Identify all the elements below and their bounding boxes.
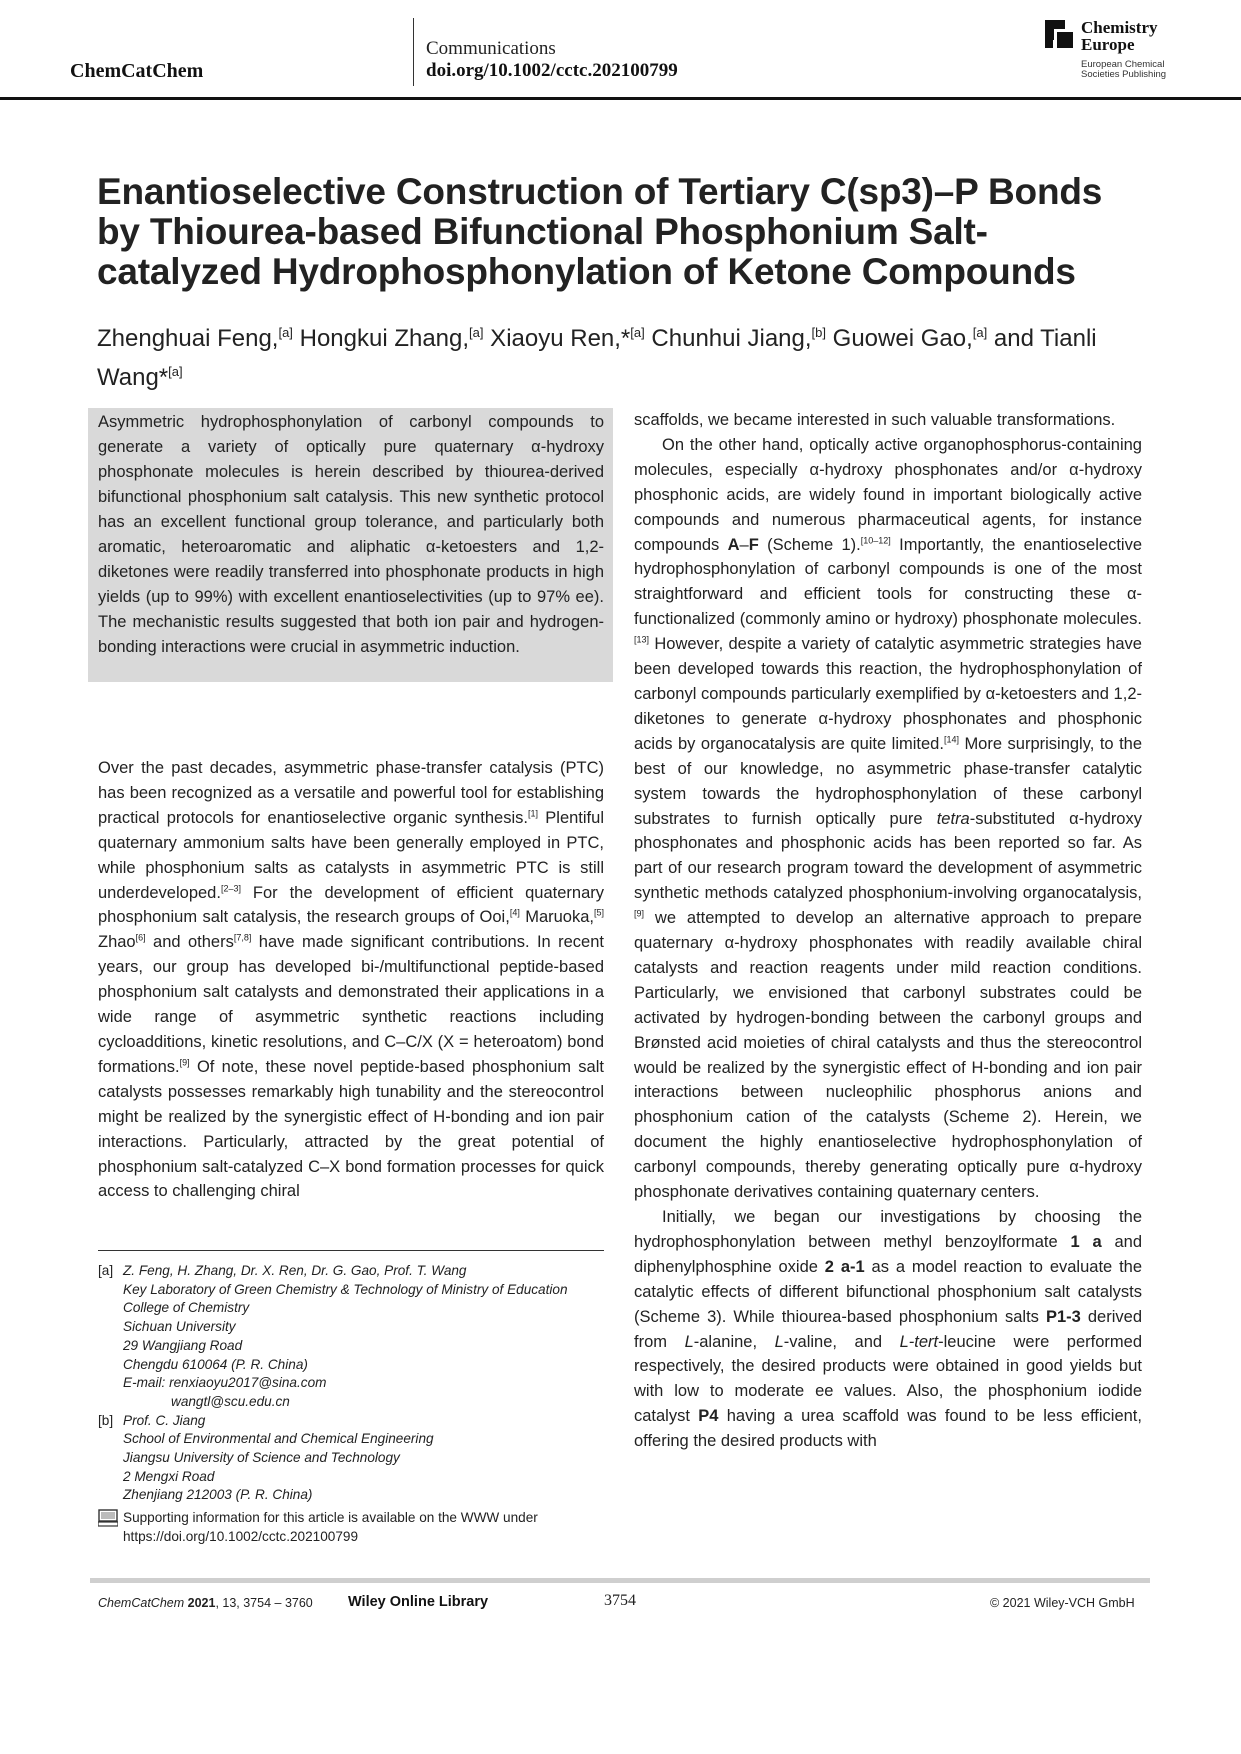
italic-text: L-tert bbox=[899, 1332, 939, 1351]
compound-label: P1-3 bbox=[1045, 1307, 1081, 1326]
body-text: as a model reaction to evaluate the catalytic effects of different bifunctional phosphonium salt catalysts (Scheme 3). While thiourea-based phosphonium salts bbox=[634, 1257, 1142, 1326]
footnote-a bbox=[98, 1262, 604, 1412]
body-text: Importantly, the enantioselective hydrophosphonylation of carbonyl compounds is one of the most straightforward and efficient tools for constructing these α-functionalized (commonly amino or hydroxy) phosphonate molecules. bbox=[634, 535, 1142, 629]
body-text: and others bbox=[145, 933, 234, 952]
body-text: – bbox=[739, 535, 749, 554]
copyright: © 2021 Wiley-VCH GmbH bbox=[990, 1596, 1135, 1610]
body-text: have made significant contributions. In recent years, our group has developed bi-/multifunctional peptide-based phosphonium salt catalysts and demonstrated their applications in a wide range of asymmetric synthetic reactions including cycloadditions, kinetic resolutions, and C–C/X (X = heteroatom) bond formations. bbox=[98, 933, 604, 1076]
citation-year: 2021 bbox=[187, 1596, 216, 1610]
footnote-line: Zhenjiang 212003 (P. R. China) bbox=[123, 1487, 313, 1503]
compound-label: 2 a-1 bbox=[824, 1257, 865, 1276]
wiley-online-library[interactable]: Wiley Online Library bbox=[348, 1594, 489, 1610]
author-list bbox=[97, 316, 1157, 394]
title-line: catalyzed Hydrophosphonylation of Ketone Compounds bbox=[97, 251, 1076, 292]
italic-text: L bbox=[684, 1332, 694, 1351]
body-text: Plentiful quaternary ammonium salts have been generally employed in PTC, while phosphonium salts as catalysts in asymmetric PTC is still underdeveloped. bbox=[98, 808, 604, 902]
abstract-text: Asymmetric hydrophosphonylation of carbonyl compounds to generate a variety of optically pure quaternary α-hydroxy phosphonate molecules is herein described by thiourea-derived bifunctional phosphonium salt catalysis. This new synthetic protocol has an excellent functional group tolerance, and particularly both aromatic, heteroaromatic and aliphatic α-ketoesters and 1,2-diketones were readily transferred into phosphonate products in high yields (up to 99%) with excellent enantioselectivities (up to 97% ee). The mechanistic results suggested that both ion pair and hydrogen-bonding interactions were crucial in asymmetric induction. bbox=[98, 413, 604, 656]
footnote-line: 2 Mengxi Road bbox=[123, 1468, 215, 1484]
body-text: Initially, we began our investigations by choosing the hydrophosphonylation between methyl benzoylformate bbox=[634, 1208, 1142, 1251]
reference-citation[interactable]: [6] bbox=[135, 932, 146, 943]
body-text: (Scheme 1). bbox=[758, 535, 861, 554]
body-text: and diphenylphosphine oxide bbox=[634, 1232, 1142, 1276]
footer-rule bbox=[90, 1578, 1150, 1583]
footnote-line: Chengdu 610064 (P. R. China) bbox=[123, 1356, 308, 1372]
body-left-column bbox=[98, 756, 604, 1204]
header-divider bbox=[413, 18, 414, 86]
author-affiliation: [a] bbox=[469, 325, 484, 340]
email-link[interactable]: wangtl@scu.edu.cn bbox=[171, 1393, 290, 1409]
reference-citation[interactable]: [2–3] bbox=[220, 883, 241, 894]
logo-name-line2: Europe bbox=[1081, 35, 1135, 54]
body-text: derived from bbox=[634, 1307, 1143, 1351]
article-section: Communications bbox=[426, 38, 556, 59]
computer-icon bbox=[98, 1509, 123, 1546]
footnote-rule bbox=[98, 1250, 604, 1251]
footnote-b bbox=[98, 1412, 604, 1506]
footnote-label: [b] bbox=[98, 1412, 114, 1428]
body-text: However, despite a variety of catalytic asymmetric strategies have been developed towards this reaction, the hydrophosphonylation of carbonyl compounds particularly exemplified by α-ketoesters and 1,2-diketones to generate α-hydroxy phosphonates and phosphonic acids by organocatalysis are quite limited. bbox=[634, 635, 1142, 753]
journal-name: ChemCatChem bbox=[70, 60, 204, 82]
body-text: More surprisingly, to the best of our knowledge, no asymmetric phase-transfer catalytic system towards the hydrophosphonylation of these carbonyl substrates to furnish optically pure bbox=[634, 734, 1143, 828]
footnote-line: Z. Feng, H. Zhang, Dr. X. Ren, Dr. G. Gao, Prof. T. Wang bbox=[123, 1263, 467, 1278]
reference-citation[interactable]: [13] bbox=[634, 634, 650, 645]
author-affiliation: [a] bbox=[972, 325, 988, 340]
author-name: Guowei Gao, bbox=[826, 325, 973, 352]
body-text: Of note, these novel peptide-based phosphonium salt catalysts possesses remarkably high tunability and the stereocontrol might be realized by the synergistic effect of H-bonding and ion pair interactions. Particularly, attracted by the great potential of phosphonium salt-catalyzed C–X bond formation processes for quick access to challenging chiral bbox=[98, 1057, 604, 1201]
body-text: For the development of efficient quaternary phosphonium salt catalysis, the research groups of Ooi, bbox=[98, 883, 604, 927]
body-paragraph bbox=[98, 756, 604, 1204]
footnote-line: College of Chemistry bbox=[123, 1300, 250, 1316]
citation-volume-pages: , 13, 3754 – 3760 bbox=[215, 1596, 313, 1610]
compound-label: F bbox=[748, 535, 759, 554]
compound-label: P4 bbox=[698, 1407, 719, 1426]
footnote-line: Prof. C. Jiang bbox=[123, 1412, 206, 1428]
logo-subtitle-line1: European Chemical bbox=[1081, 59, 1165, 70]
footnote-line: 29 Wangjiang Road bbox=[123, 1337, 243, 1353]
title-line: Enantioselective Construction of Tertiary C(sp3)–P Bonds bbox=[97, 171, 1103, 212]
doi-link[interactable]: doi.org/10.1002/cctc.202100799 bbox=[426, 60, 678, 81]
body-paragraph: scaffolds, we became interested in such valuable transformations. bbox=[634, 411, 1116, 429]
chemistry-europe-logo-icon bbox=[1045, 20, 1075, 50]
body-text: we attempted to develop an alternative approach to prepare quaternary α-hydroxy phosphonates with readily available chiral catalysts and reaction reagents under mild reaction conditions. Particularly, we envisioned that carbonyl substrates could be activated by hydrogen-bonding between the carbonyl groups and Brønsted acid moieties of chiral catalysts and thus the stereocontrol would be realized by the synergistic effect of H-bonding and ion pair interactions between nucleophilic phosphorus anions and phosphonium cation of the catalysts (Scheme 2). Herein, we document the highly enantioselective hydrophosphonylation of carbonyl compounds, thereby generating optically pure α-hydroxy phosphonate derivatives containing quaternary centers. bbox=[634, 909, 1142, 1202]
author-name: and Tianli Wang* bbox=[97, 325, 1097, 391]
body-right-column bbox=[634, 408, 1142, 1454]
footnote-line: School of Environmental and Chemical Engineering bbox=[123, 1431, 434, 1447]
reference-citation[interactable]: [9] bbox=[179, 1057, 190, 1068]
supporting-info bbox=[98, 1509, 604, 1546]
citation-journal: ChemCatChem bbox=[98, 1596, 185, 1610]
body-text: Maruoka, bbox=[519, 908, 594, 927]
author-affiliation: [a] bbox=[630, 325, 645, 340]
footnote-line: Key Laboratory of Green Chemistry & Technology of Ministry of Education bbox=[123, 1281, 568, 1297]
author-name: Hongkui Zhang, bbox=[292, 325, 470, 352]
body-text: having a urea scaffold was found to be less efficient, offering the desired products with bbox=[634, 1407, 1142, 1451]
footnote-line: Jiangsu University of Science and Technology bbox=[123, 1450, 400, 1466]
footnote-label: [a] bbox=[98, 1263, 114, 1278]
email-link[interactable]: E-mail: renxiaoyu2017@sina.com bbox=[123, 1375, 327, 1391]
italic-text: tetra bbox=[936, 809, 970, 828]
body-text: -leucine were performed respectively, the desired products were obtained in good yields but with low to moderate ee values. Also, the phosphonium iodide catalyst bbox=[634, 1332, 1142, 1426]
citation-line bbox=[98, 1596, 313, 1610]
author-name: Xiaoyu Ren,* bbox=[483, 325, 631, 352]
body-text: -valine, and bbox=[783, 1332, 900, 1351]
reference-citation[interactable]: [4] bbox=[509, 907, 520, 918]
body-text: Over the past decades, asymmetric phase-transfer catalysis (PTC) has been recognized as a versatile and powerful tool for establishing practical protocols for enantioselective organic synthesis. bbox=[98, 759, 604, 827]
title-line: by Thiourea-based Bifunctional Phosphonium Salt- bbox=[97, 211, 988, 252]
reference-citation[interactable]: [9] bbox=[634, 908, 645, 919]
author-name: Chunhui Jiang, bbox=[644, 325, 812, 352]
page-number: 3754 bbox=[604, 1592, 636, 1609]
italic-text: L bbox=[774, 1332, 784, 1351]
author-affiliation: [a] bbox=[278, 325, 293, 340]
supporting-info-text[interactable]: Supporting information for this article is available on the WWW under https://doi.org/10.1002/cctc.202100799 bbox=[123, 1510, 538, 1544]
affiliation-footnotes bbox=[98, 1262, 604, 1547]
body-text: -alanine, bbox=[693, 1332, 775, 1351]
chemistry-europe-logo bbox=[1045, 20, 1195, 84]
compound-label: 1 a bbox=[1070, 1232, 1102, 1251]
reference-citation[interactable]: [5] bbox=[593, 907, 604, 918]
body-text: -substituted α-hydroxy phosphonates and phosphonic acids has been reported so far. As part of our research program toward the development of asymmetric synthetic methods catalyzed phosphonium-involving organocatalysis, bbox=[634, 809, 1142, 903]
author-affiliation: [b] bbox=[811, 325, 826, 340]
body-text: On the other hand, optically active organophosphorus-containing molecules, especially α-hydroxy phosphonates and/or α-hydroxy phosphonic acids, are widely found in important biologically active compounds and numerous pharmaceutical agents, for instance compounds bbox=[634, 435, 1142, 554]
logo-subtitle-line2: Societies Publishing bbox=[1081, 69, 1167, 80]
body-text: Zhao bbox=[98, 933, 136, 952]
footnote-line: Sichuan University bbox=[123, 1319, 236, 1335]
article-title bbox=[97, 172, 1157, 292]
compound-label: A bbox=[727, 535, 740, 554]
body-paragraph bbox=[634, 1205, 1142, 1454]
reference-citation[interactable]: [14] bbox=[943, 734, 959, 745]
author-name: Zhenghuai Feng, bbox=[97, 325, 279, 352]
author-affiliation: [a] bbox=[168, 364, 183, 379]
body-paragraph bbox=[634, 433, 1142, 1205]
reference-citation[interactable]: [7,8] bbox=[233, 932, 252, 943]
header-rule bbox=[0, 97, 1241, 100]
reference-citation[interactable]: [1] bbox=[527, 808, 538, 819]
logo-name-line1: Chemistry bbox=[1081, 18, 1158, 37]
reference-citation[interactable]: [10–12] bbox=[860, 535, 891, 546]
